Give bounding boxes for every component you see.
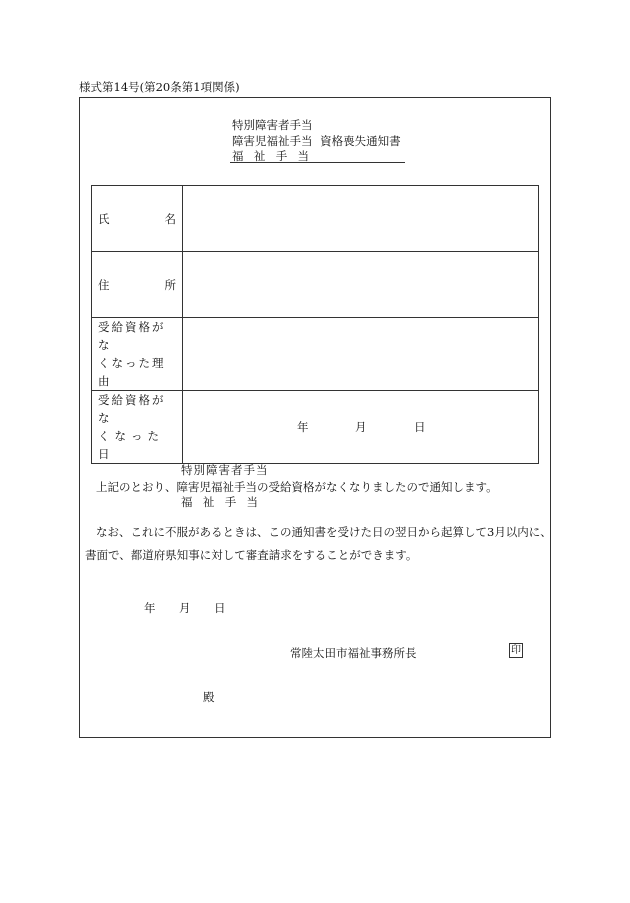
address-label: 住 所 (92, 252, 183, 318)
title-notice-name: 資格喪失通知書 (320, 133, 401, 148)
reason-label: 受給資格がな くなった理由 (92, 318, 183, 391)
date-year-label: 年 (297, 420, 309, 434)
title-allowance-2: 障害児福祉手当 (232, 133, 313, 148)
address-field[interactable] (183, 252, 539, 318)
recipient-info-table (91, 185, 539, 464)
issue-month-label: 月 (179, 601, 191, 615)
body-allowance-3: 福祉手当 (181, 495, 269, 509)
seal-mark: 印 (511, 645, 521, 656)
body-prefix: 上記のとおり、 (96, 480, 177, 494)
issuer-name: 常陸太田市福祉事務所長 (290, 646, 417, 660)
document-title (232, 118, 401, 165)
addressee-honorific: 殿 (203, 690, 215, 704)
body-allowance-2: 障害児福祉手当 (176, 480, 257, 494)
body-suffix: の受給資格がなくなりましたので通知します。 (257, 480, 498, 494)
date-field[interactable] (183, 391, 539, 464)
table-row-date (92, 391, 539, 464)
issue-year-label: 年 (144, 601, 156, 615)
issue-day-label: 日 (214, 601, 226, 615)
title-allowance-1: 特別障害者手当 (232, 118, 313, 132)
body-notice-line (96, 479, 498, 495)
table-row-name (92, 186, 539, 252)
table-row-reason (92, 318, 539, 391)
title-underline (230, 162, 405, 163)
date-day-label: 日 (414, 420, 426, 434)
appeal-line-1: なお、これに不服があるときは、この通知書を受けた日の翌日から起算して3月以内に、 (96, 525, 552, 539)
date-label: 受給資格がな くなった日 (92, 391, 183, 464)
appeal-line-2: 書面で、都道府県知事に対して審査請求をすることができます。 (85, 548, 418, 562)
name-label: 氏 名 (92, 186, 183, 252)
title-allowance-3: 福祉手当 (232, 149, 320, 163)
table-row-address (92, 252, 539, 318)
date-month-label: 月 (355, 420, 367, 434)
form-number: 様式第14号(第20条第1項関係) (79, 80, 240, 94)
body-allowance-1: 特別障害者手当 (181, 463, 269, 477)
name-field[interactable] (183, 186, 539, 252)
reason-field[interactable] (183, 318, 539, 391)
